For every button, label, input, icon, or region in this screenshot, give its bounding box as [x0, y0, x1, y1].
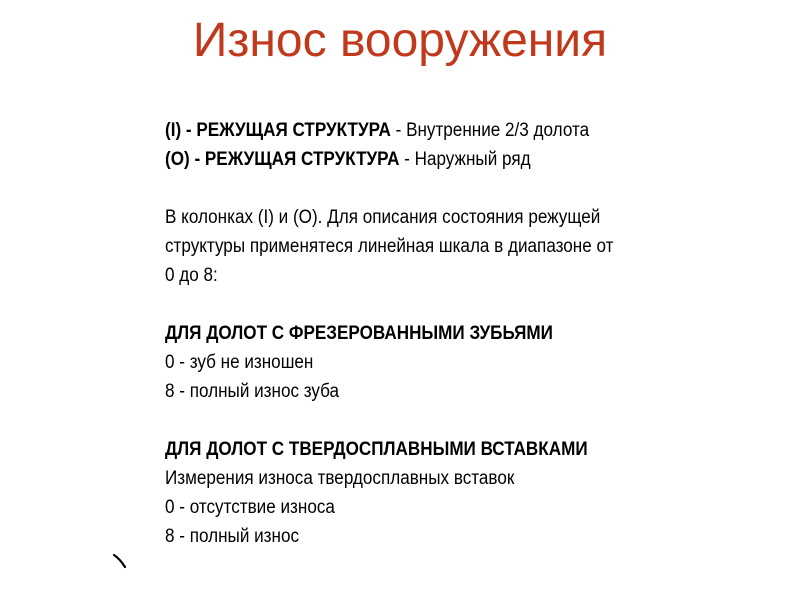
carbide-inserts-line: Измерения износа твердосплавных вставок: [165, 468, 515, 489]
inner-row-label: (I) - РЕЖУЩАЯ СТРУКТУРА: [165, 120, 391, 141]
inner-row-text: - Внутренние 2/3 долота: [390, 120, 590, 141]
carbide-inserts-line: 8 - полный износ: [165, 526, 300, 547]
outer-row-text: - Наружный ряд: [399, 149, 531, 170]
slide-body: [165, 116, 705, 551]
milled-teeth-line: 0 - зуб не изношен: [165, 352, 314, 373]
description-line: В колонках (I) и (O). Для описания состояния режущей: [165, 207, 601, 228]
outer-row-line: [165, 145, 705, 174]
milled-teeth-heading: ДЛЯ ДОЛОТ С ФРЕЗЕРОВАННЫМИ ЗУБЬЯМИ: [165, 323, 553, 344]
spacer: [165, 406, 705, 435]
slide-title: Износ вооружения: [192, 14, 608, 67]
stray-mark-icon: [113, 553, 127, 569]
spacer: [165, 174, 705, 203]
inner-row-line: [165, 116, 705, 145]
description-line: 0 до 8:: [165, 265, 218, 286]
milled-teeth-line: 8 - полный износ зуба: [165, 381, 340, 402]
carbide-inserts-line: 0 - отсутствие износа: [165, 497, 335, 518]
description-line: структуры применятеся линейная шкала в диапазоне от: [165, 236, 614, 257]
outer-row-label: (O) - РЕЖУЩАЯ СТРУКТУРА: [165, 149, 400, 170]
spacer: [165, 290, 705, 319]
carbide-inserts-heading: ДЛЯ ДОЛОТ С ТВЕРДОСПЛАВНЫМИ ВСТАВКАМИ: [165, 439, 588, 460]
